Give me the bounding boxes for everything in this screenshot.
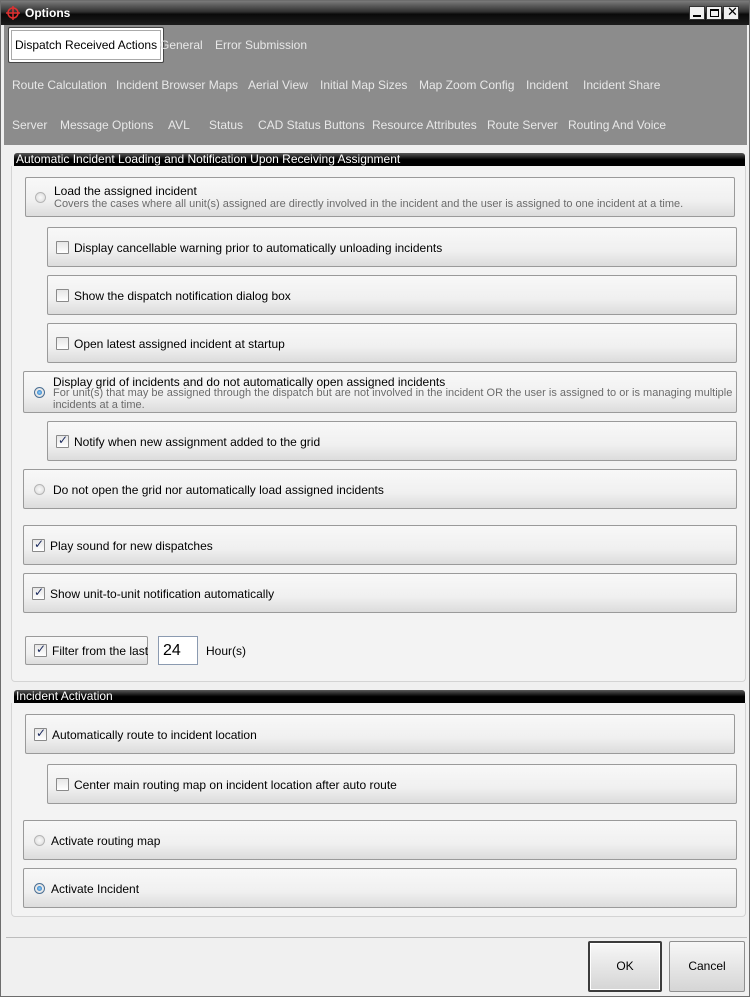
tab-map-zoom-config[interactable]: Map Zoom Config <box>419 78 515 92</box>
minimize-icon <box>693 15 701 17</box>
display-grid-option[interactable] <box>23 371 737 413</box>
notify-new-assignment-checkbox[interactable] <box>56 435 69 448</box>
title-bar <box>1 1 749 25</box>
tab-routing-and-voice[interactable]: Routing And Voice <box>568 118 667 132</box>
notify-new-assignment-label: Notify when new assignment added to the grid <box>74 435 321 449</box>
show-dispatch-dialog-label: Show the dispatch notification dialog box <box>74 289 291 303</box>
cancel-button[interactable]: Cancel <box>669 941 745 992</box>
tab-incident[interactable]: Incident <box>526 78 569 92</box>
section-incident-activation-header: Incident Activation <box>14 690 745 703</box>
tab-avl[interactable]: AVL <box>168 118 190 132</box>
activate-routing-map-option[interactable] <box>23 820 737 860</box>
tab-initial-map-sizes[interactable]: Initial Map Sizes <box>320 78 408 92</box>
auto-route-checkbox[interactable] <box>34 728 47 741</box>
maximize-button[interactable] <box>706 6 722 20</box>
notify-new-assignment-option[interactable] <box>47 421 737 461</box>
display-grid-description-2: incidents at a time. <box>53 399 145 411</box>
filter-hours-unit: Hour(s) <box>206 644 247 658</box>
activate-routing-map-label: Activate routing map <box>51 834 161 848</box>
tab-aerial-view[interactable]: Aerial View <box>248 78 308 92</box>
tab-row-1 <box>4 25 747 65</box>
center-routing-map-checkbox[interactable] <box>56 778 69 791</box>
load-assigned-incident-label: Load the assigned incident <box>54 184 197 198</box>
display-grid-description-1: For unit(s) that may be assigned through the dispatch but are not involved in the incident OR the user is assigned to or is managing multiple <box>53 387 733 399</box>
filter-hours-input[interactable]: 24 <box>158 636 198 665</box>
activate-incident-label: Activate Incident <box>51 882 140 896</box>
activate-incident-radio[interactable] <box>34 883 45 894</box>
tab-row-3 <box>4 105 747 145</box>
tab-status[interactable]: Status <box>209 118 244 132</box>
load-assigned-incident-description: Covers the cases where all unit(s) assigned are directly involved in the incident and the user is assigned to one incident at a time. <box>54 198 684 210</box>
window-title: Options <box>25 6 71 20</box>
tab-message-options[interactable]: Message Options <box>60 118 154 132</box>
activate-routing-map-radio[interactable] <box>34 835 45 846</box>
load-assigned-incident-option[interactable] <box>25 177 735 217</box>
center-routing-map-option[interactable] <box>47 764 737 804</box>
tab-dispatch-received-actions[interactable]: Dispatch Received Actions <box>8 27 164 63</box>
open-latest-incident-checkbox[interactable] <box>56 337 69 350</box>
play-sound-option[interactable] <box>23 525 737 565</box>
tab-row-2 <box>4 65 747 105</box>
open-latest-incident-option[interactable] <box>47 323 737 363</box>
tab-strip <box>4 25 747 145</box>
center-routing-map-label: Center main routing map on incident location after auto route <box>74 778 397 792</box>
play-sound-label: Play sound for new dispatches <box>50 539 213 553</box>
play-sound-checkbox[interactable] <box>32 539 45 552</box>
tab-incident-browser-maps[interactable]: Incident Browser Maps <box>116 78 239 92</box>
tab-general[interactable]: General <box>160 38 203 52</box>
tab-route-calculation[interactable]: Route Calculation <box>12 78 107 92</box>
display-grid-label: Display grid of incidents and do not automatically open assigned incidents <box>53 375 446 389</box>
close-icon: ✕ <box>727 5 738 20</box>
footer-separator <box>6 937 747 938</box>
do-not-open-grid-option[interactable] <box>23 469 737 509</box>
unit-to-unit-notification-option[interactable] <box>23 573 737 613</box>
close-button[interactable] <box>723 6 739 20</box>
load-assigned-incident-radio[interactable] <box>35 192 46 203</box>
auto-route-option[interactable] <box>25 714 735 754</box>
show-dispatch-dialog-checkbox[interactable] <box>56 289 69 302</box>
filter-from-last-option[interactable] <box>25 636 148 665</box>
cancellable-warning-option[interactable] <box>47 227 737 267</box>
app-icon <box>6 6 20 20</box>
auto-route-label: Automatically route to incident location <box>52 728 257 742</box>
open-latest-incident-label: Open latest assigned incident at startup <box>74 337 285 351</box>
activate-incident-option[interactable] <box>23 868 737 908</box>
maximize-icon <box>710 9 719 17</box>
minimize-button[interactable] <box>689 6 705 20</box>
cancellable-warning-checkbox[interactable] <box>56 241 69 254</box>
tab-incident-share[interactable]: Incident Share <box>583 78 661 92</box>
do-not-open-grid-radio[interactable] <box>34 484 45 495</box>
ok-button[interactable]: OK <box>588 941 662 992</box>
cancellable-warning-label: Display cancellable warning prior to automatically unloading incidents <box>74 241 443 255</box>
tab-server[interactable]: Server <box>12 118 48 132</box>
filter-from-last-checkbox[interactable] <box>34 644 47 657</box>
show-dispatch-dialog-option[interactable] <box>47 275 737 315</box>
unit-to-unit-notification-label: Show unit-to-unit notification automatically <box>50 587 275 601</box>
display-grid-radio[interactable] <box>34 387 45 398</box>
do-not-open-grid-label: Do not open the grid nor automatically load assigned incidents <box>53 483 384 497</box>
filter-from-last-label: Filter from the last <box>52 644 149 658</box>
unit-to-unit-notification-checkbox[interactable] <box>32 587 45 600</box>
tab-error-submission[interactable]: Error Submission <box>215 38 308 52</box>
tab-route-server[interactable]: Route Server <box>487 118 558 132</box>
tab-resource-attributes[interactable]: Resource Attributes <box>372 118 477 132</box>
tab-cad-status-buttons[interactable]: CAD Status Buttons <box>258 118 365 132</box>
section-incident-loading-header: Automatic Incident Loading and Notification Upon Receiving Assignment <box>14 153 745 166</box>
